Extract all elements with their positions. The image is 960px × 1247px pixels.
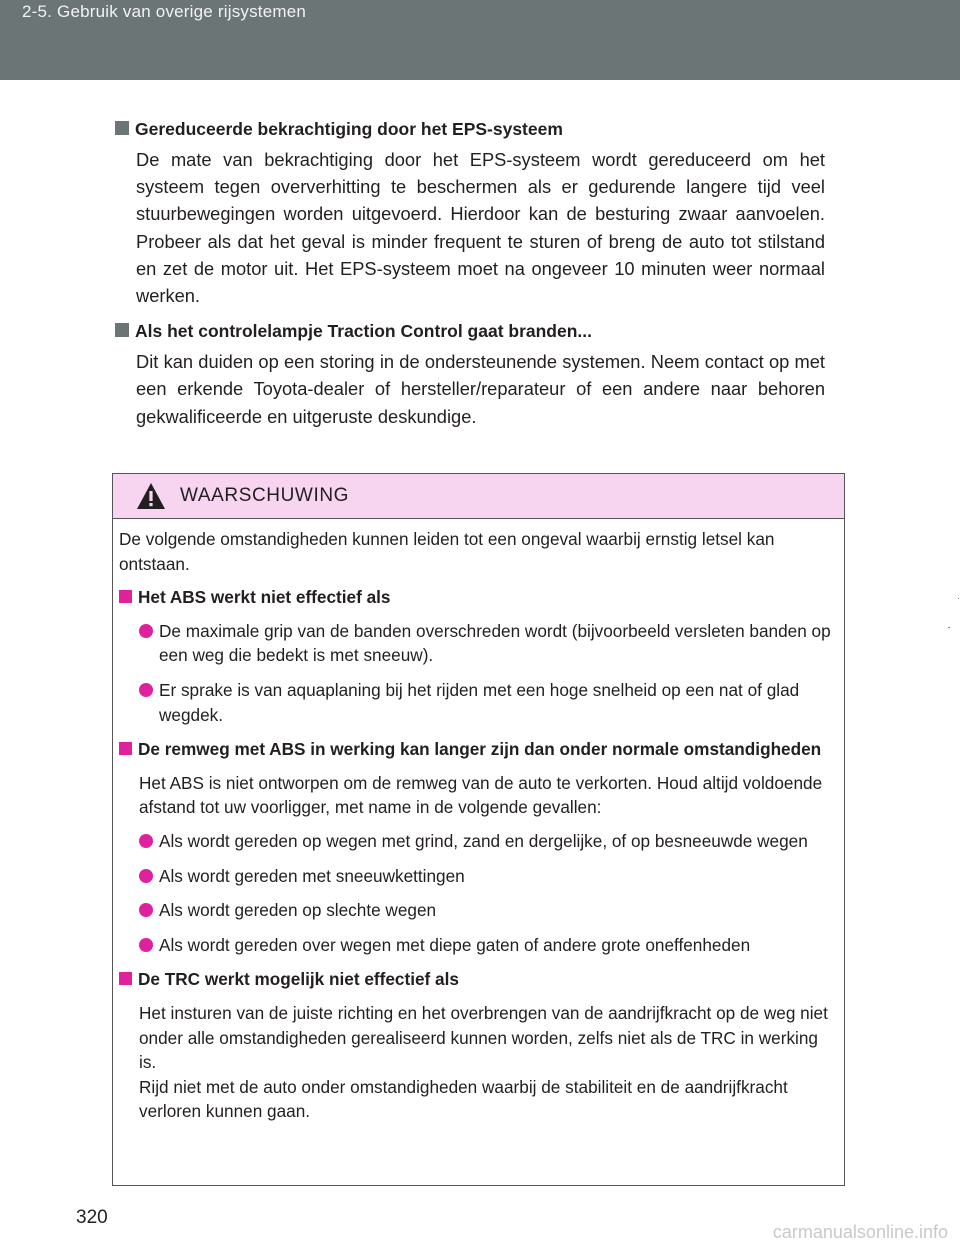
list-item xyxy=(139,898,838,923)
watermark: carmanualsonline.info xyxy=(772,1222,948,1242)
warning-paragraph: Rijd niet met de auto onder omstandigheden waarbij de stabiliteit en de aandrijfkracht verloren kunnen gaan. xyxy=(139,1076,788,1122)
warning-title: WAARSCHUWING xyxy=(180,485,350,506)
warning-triangle-icon xyxy=(136,482,166,510)
list-item xyxy=(139,619,838,668)
section-heading-text: Als het controlelampje Traction Control gaat branden... xyxy=(135,321,593,342)
square-bullet-icon xyxy=(115,323,129,337)
warning-header xyxy=(113,474,844,519)
page-number: 320 xyxy=(76,1207,108,1228)
warning-group-heading xyxy=(119,737,838,762)
circle-bullet-icon xyxy=(139,903,153,917)
warning-group-heading-text: Het ABS werkt niet effectief als xyxy=(138,587,391,608)
list-item-text: Als wordt gereden over wegen met diepe gaten of andere grote oneffenheden xyxy=(159,934,751,955)
margin-mark xyxy=(958,598,959,599)
section-heading-text: Gereduceerde bekrachtiging door het EPS-systeem xyxy=(135,119,563,139)
list-item-text: Als wordt gereden op wegen met grind, zand en dergelijke, of op besneeuwde wegen xyxy=(159,830,808,851)
warning-body xyxy=(113,519,844,1124)
circle-bullet-icon xyxy=(139,938,153,952)
list-item-text: Als wordt gereden met sneeuwkettingen xyxy=(159,865,465,886)
list-item-text: Als wordt gereden op slechte wegen xyxy=(159,900,437,921)
list-item xyxy=(139,678,838,727)
square-bullet-icon xyxy=(119,742,132,755)
warning-group-heading-text: De remweg met ABS in werking kan langer zijn dan onder normale omstandigheden xyxy=(138,739,822,760)
circle-bullet-icon xyxy=(139,834,153,848)
list-item xyxy=(139,933,838,958)
warning-group-heading xyxy=(119,967,838,992)
square-bullet-icon xyxy=(115,121,129,135)
list-item-text: De maximale grip van de banden overschreden wordt (bijvoorbeeld versleten banden op een weg die bedekt is met sneeuw). xyxy=(159,620,831,666)
warning-paragraph: Het ABS is niet ontworpen om de remweg van de auto te verkorten. Houd altijd voldoende afstand tot uw voorligger, met name in de volgende gevallen: xyxy=(139,772,823,818)
square-bullet-icon xyxy=(119,972,132,985)
circle-bullet-icon xyxy=(139,624,153,638)
section-paragraph: De mate van bekrachtiging door het EPS-systeem wordt gereduceerd om het systeem tegen oververhitting te beschermen als er gedurende langere tijd veel stuurbewegingen worden uitgevoerd. Hierdoor kan de besturing zwaar aanvoelen. Probeer als dat het geval is minder frequent te sturen of breng de auto tot stilstand en zet de motor uit. Het EPS-systeem moet na ongeveer 10 minuten weer normaal werken. xyxy=(136,149,825,307)
circle-bullet-icon xyxy=(139,683,153,697)
square-bullet-icon xyxy=(119,590,132,603)
chapter-title: 2-5. Gebruik van overige rijsystemen xyxy=(22,2,307,21)
warning-group-heading-text: De TRC werkt mogelijk niet effectief als xyxy=(138,969,459,990)
margin-mark xyxy=(948,627,950,628)
main-content xyxy=(115,116,825,439)
section-heading xyxy=(115,318,825,344)
list-item-text: Er sprake is van aquaplaning bij het rijden met een hoge snelheid op een nat of glad wegdek. xyxy=(159,679,800,725)
section-paragraph: Dit kan duiden op een storing in de ondersteunende systemen. Neem contact op met een erkende Toyota-dealer of hersteller/reparateur of een andere naar behoren gekwalificeerde en uitgeruste deskundige. xyxy=(136,351,825,427)
header-band xyxy=(0,0,960,80)
section-heading xyxy=(115,116,825,142)
warning-box xyxy=(112,473,845,1186)
circle-bullet-icon xyxy=(139,869,153,883)
list-item xyxy=(139,864,838,889)
warning-paragraph: Het insturen van de juiste richting en het overbrengen van de aandrijfkracht op de weg niet onder alle omstandigheden gerealiseerd kunnen worden, zelfs niet als de TRC in werking is. xyxy=(139,1002,828,1073)
warning-group-heading xyxy=(119,585,838,610)
warning-intro: De volgende omstandigheden kunnen leiden tot een ongeval waarbij ernstig letsel kan ontstaan. xyxy=(119,529,775,574)
list-item xyxy=(139,829,838,854)
